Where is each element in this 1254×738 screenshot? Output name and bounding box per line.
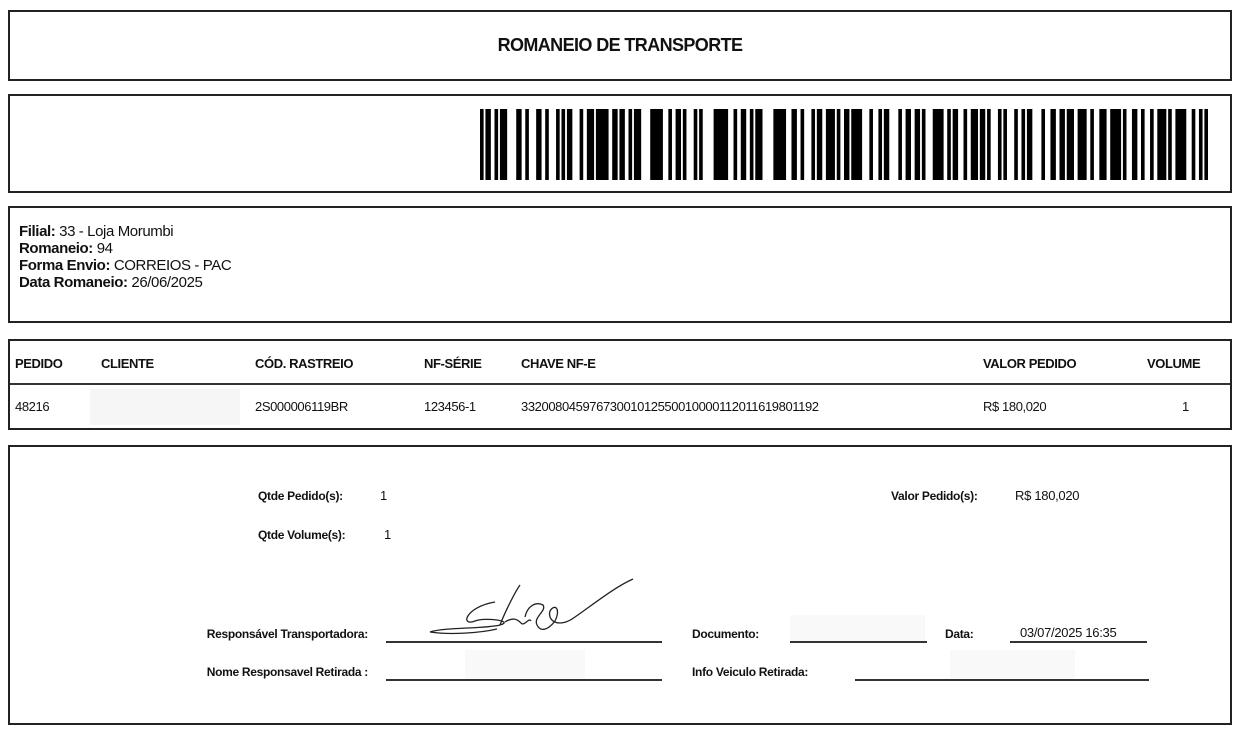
info-veiculo-retirada-label: Info Veiculo Retirada: [692,665,809,679]
documento-label: Documento: [692,627,759,641]
documento-redacted [790,615,925,641]
nome-responsavel-retirada-line[interactable] [386,679,662,681]
responsavel-transportadora-label: Responsável Transportadora: [206,627,368,641]
column-header-pedido: PEDIDO [15,356,63,371]
romaneio-label: Romaneio: [19,240,93,257]
summary-section [8,445,1232,725]
column-header-volume: VOLUME [1147,356,1201,371]
valor-pedidos-value: R$ 180,020 [1015,488,1080,503]
nome-responsavel-redacted [465,650,585,678]
info-section [8,206,1232,323]
column-header-valor-pedido: VALOR PEDIDO [983,356,1077,371]
nome-responsavel-retirada-label: Nome Responsavel Retirada : [206,665,368,679]
filial-label: Filial: [19,223,56,240]
cell-pedido: 48216 [15,399,50,414]
forma-envio-value: CORREIOS - PAC [113,257,232,274]
romaneio-value: 94 [96,240,113,257]
title-section [8,10,1232,81]
romaneio-line [19,240,113,257]
data-romaneio-label: Data Romaneio: [19,274,128,291]
column-header-cod-rastreio: CÓD. RASTREIO [255,356,354,371]
qtde-pedidos-label: Qtde Pedido(s): [258,489,343,503]
data-romaneio-value: 26/06/2025 [131,274,203,291]
filial-value: 33 - Loja Morumbi [59,223,174,240]
info-veiculo-retirada-line[interactable] [855,679,1149,681]
data-label: Data: [945,627,974,641]
data-value: 03/07/2025 16:35 [1020,625,1117,640]
cell-cod-rastreio: 2S000006119BR [255,399,348,414]
qtde-volumes-value: 1 [384,527,391,542]
qtde-pedidos-value: 1 [380,488,387,503]
cell-chave-nfe: 33200804597673001012550010000112011619801192 [521,399,819,414]
forma-envio-line [19,257,231,274]
table-divider [10,383,1230,385]
responsavel-transportadora-line[interactable] [386,641,662,643]
cell-volume: 1 [1182,399,1189,414]
cell-valor-pedido: R$ 180,020 [983,399,1047,414]
data-line[interactable] [1010,641,1147,643]
orders-table [8,339,1232,430]
column-header-nf-serie: NF-SÉRIE [424,356,482,371]
document-title: ROMANEIO DE TRANSPORTE [497,35,743,55]
info-veiculo-redacted [950,650,1075,678]
forma-envio-label: Forma Envio: [19,257,111,274]
cell-nf-serie: 123456-1 [424,399,476,414]
barcode-section [8,94,1232,193]
cell-cliente-redacted [90,389,240,425]
column-header-cliente: CLIENTE [101,356,154,371]
signature-icon [425,577,635,639]
barcode-icon [480,109,1208,180]
valor-pedidos-label: Valor Pedido(s): [891,489,978,503]
documento-line[interactable] [790,641,927,643]
filial-line [19,223,173,240]
qtde-volumes-label: Qtde Volume(s): [258,528,346,542]
data-romaneio-line [19,274,202,291]
column-header-chave-nfe: CHAVE NF-E [521,356,596,371]
